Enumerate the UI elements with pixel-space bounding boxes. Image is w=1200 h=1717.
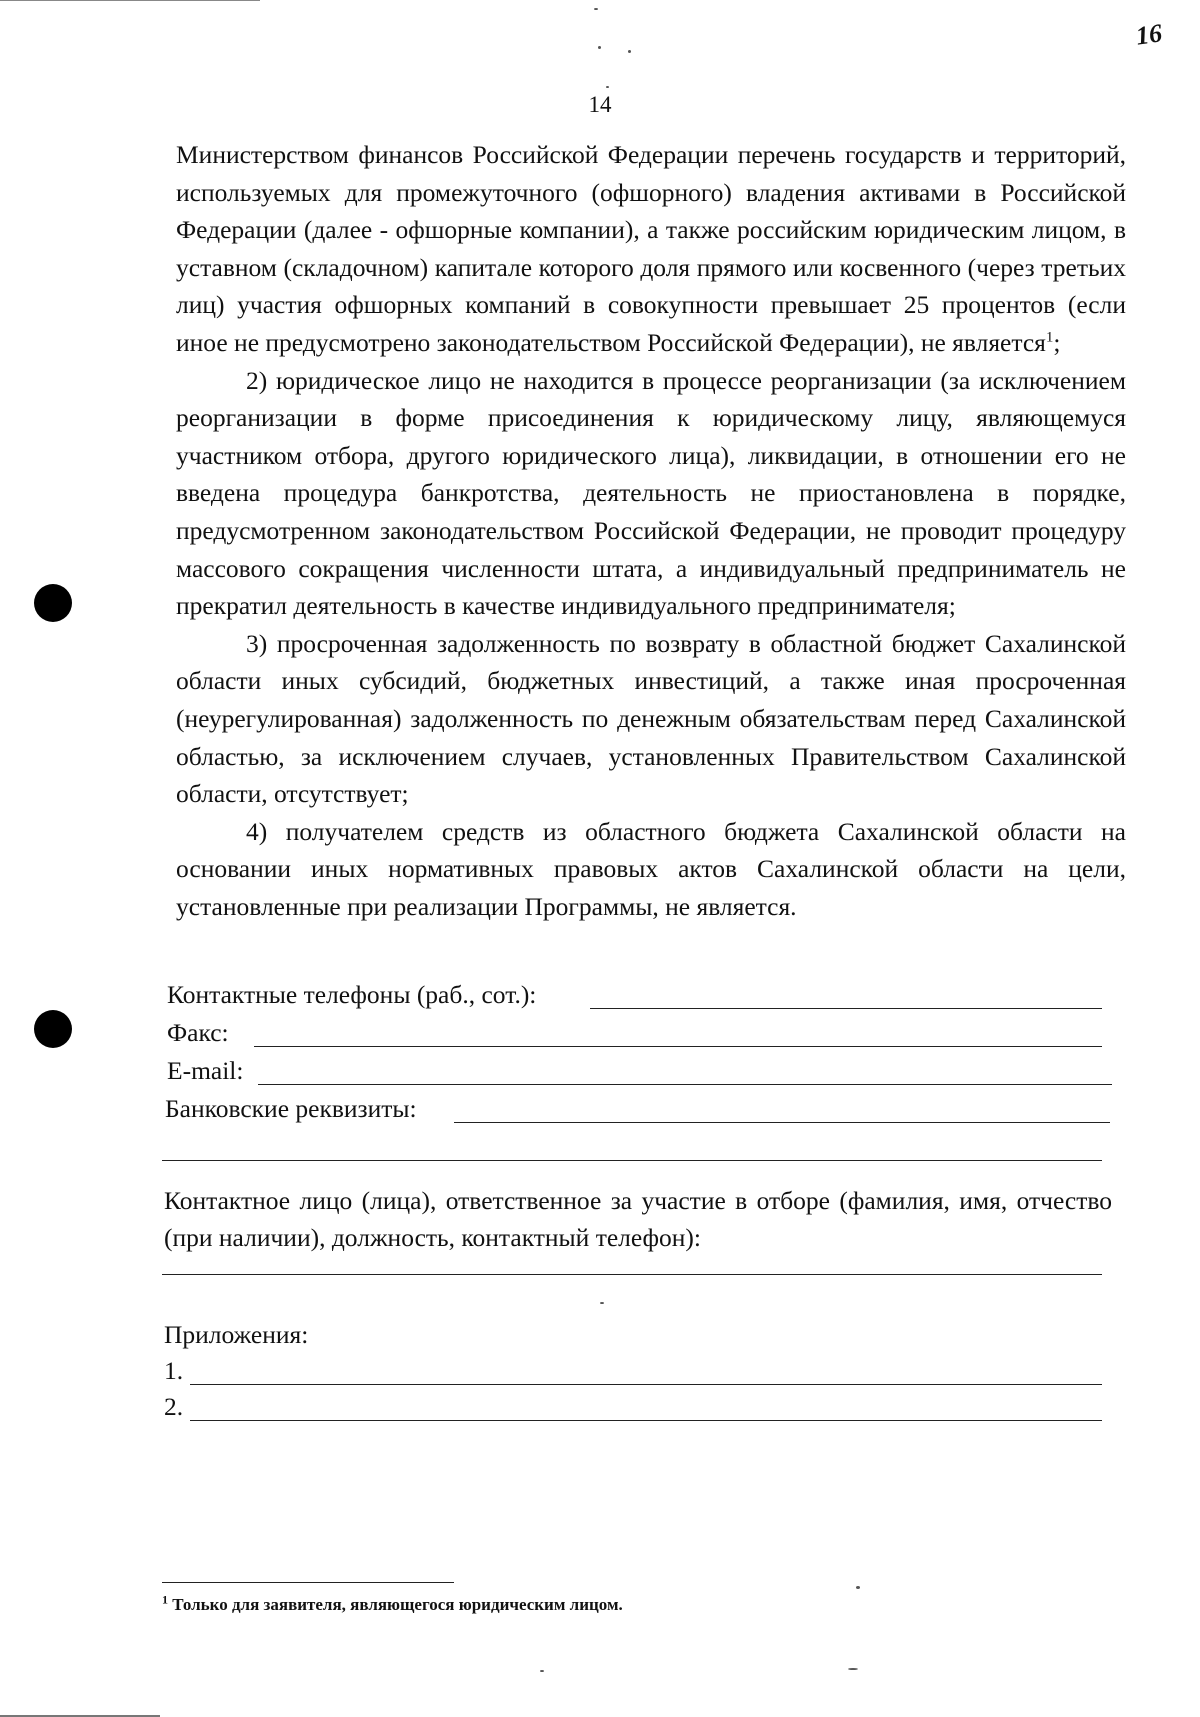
binder-hole-bottom [34, 1010, 72, 1048]
binder-hole-top [34, 584, 72, 622]
footnote [162, 1592, 623, 1615]
phones-field[interactable] [590, 1008, 1102, 1009]
attachment-2-label: 2. [164, 1392, 184, 1421]
scan-speck [848, 1668, 858, 1670]
attachment-1-field[interactable] [190, 1384, 1102, 1385]
contact-person-field[interactable] [162, 1274, 1102, 1275]
fax-label: Факс: [167, 1018, 229, 1047]
contact-person-label: Контактное лицо (лица), ответственное за участие в отборе (фамилия, имя, отчество (при наличии), должность, контактный телефон): [164, 1186, 1112, 1252]
attachments-label: Приложения: [164, 1320, 309, 1349]
email-field[interactable] [258, 1084, 1112, 1085]
scan-speck [594, 8, 598, 10]
scan-edge-line [0, 0, 260, 1]
email-label: E-mail: [167, 1056, 244, 1085]
scan-speck [628, 50, 631, 53]
attachment-1-label: 1. [164, 1356, 184, 1385]
fax-field[interactable] [254, 1046, 1102, 1047]
body-text [176, 136, 1126, 925]
item-4-recipient: 4) получателем средств из областного бюджета Сахалинской области на основании иных нормативных правовых актов Сахалинской области на цели, установленные при реализации Программы, не является. [176, 816, 1126, 921]
paragraph-offshore: Министерством финансов Российской Федерации перечень государств и территорий, используемых для промежуточного (офшорного) владения активами в Российской Федерации (далее - офшорные компании), а также российским юридическим лицом, в уставном (складочном) капитале которого доля прямого или косвенного (через третьих лиц) участия офшорных компаний в совокупности превышает 25 процентов (если иное не предусмотрено законодательством Российской Федерации), не является$^1$; [176, 140, 1126, 357]
footnote-separator [162, 1582, 454, 1583]
page-number: 14 [588, 92, 612, 117]
scan-speck [606, 86, 609, 88]
footnote-ref: 1 [1045, 329, 1054, 346]
scan-speck [600, 1302, 604, 1304]
handwritten-page-number: 16 [1134, 18, 1164, 51]
footnote-text: Только для заявителя, являющегося юридическим лицом. [168, 1595, 623, 1614]
attachment-2-field[interactable] [190, 1420, 1102, 1421]
scan-speck [856, 1586, 860, 1589]
bank-details-field[interactable] [454, 1122, 1110, 1123]
item-3-debt: 3) просроченная задолженность по возврату в областной бюджет Сахалинской области иных субсидий, бюджетных инвестиций, а также иная просроченная (неурегулированная) задолженность по денежным обязательствам перед Сахалинской областью, за исключением случаев, установленных Правительством Сахалинской области, отсутствует; [176, 628, 1126, 809]
bank-details-label: Банковские реквизиты: [165, 1094, 417, 1123]
phones-label: Контактные телефоны (раб., сот.): [167, 980, 537, 1009]
scan-speck [540, 1670, 544, 1672]
item-2-reorganization: 2) юридическое лицо не находится в процессе реорганизации (за исключением реорганизации в форме присоединения к юридическому лицу, являющемуся участником отбора, другого юридического лица), ликвидации, в отношении его не введена процедура банкротства, деятельность не приостановлена в порядке, предусмотренном законодательством Российской Федерации, не проводит процедуру массового сокращения численности штата, а индивидуальный предприниматель не прекратил деятельность в качестве индивидуального предпринимателя; [176, 365, 1126, 621]
scan-speck [598, 46, 601, 49]
bank-details-field-line-2[interactable] [162, 1160, 1102, 1161]
footnote-marker: 1 [162, 1592, 168, 1607]
